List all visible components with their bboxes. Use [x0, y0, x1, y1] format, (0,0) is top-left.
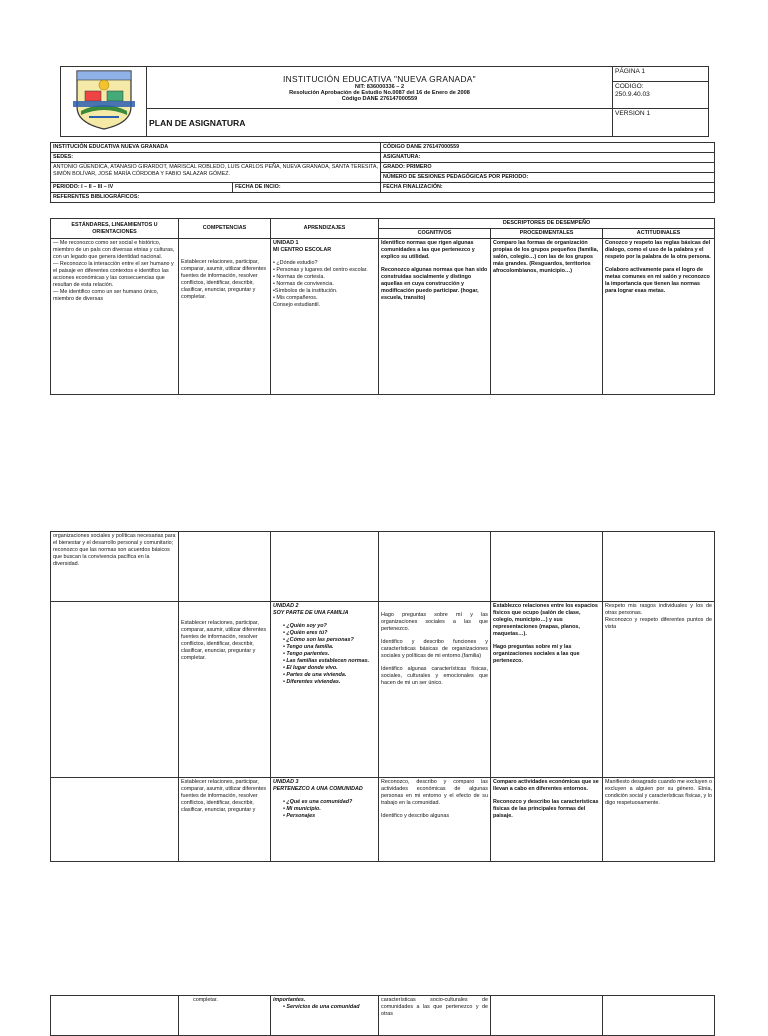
sesiones-field: NÚMERO DE SESIONES PEDAGÓGICAS POR PERIODO:	[381, 173, 715, 183]
list-item: • Las familias establecen normas.	[283, 658, 376, 665]
list-item: Consejo estudiantil.	[273, 302, 321, 309]
competencias-cell-4: Establecer relaciones, participar, comparar, asumir, utilizar diferentes fuentes de información, resolver conflictos, identificar, describir, clasificar, enunciar, preguntar y	[179, 778, 271, 862]
list-item: • Diferentes viviendas.	[283, 679, 376, 686]
aprendizajes-cell-1	[271, 239, 379, 395]
estandar-text: — Me identifico como un ser humano único, miembro de diversas	[53, 289, 159, 303]
list-item: • ¿Quién soy yo?	[283, 623, 376, 630]
code-label: CODIGO:	[615, 82, 644, 90]
header-estandares: ESTÁNDARES, LINEAMIENTOS U ORIENTACIONES	[51, 219, 179, 239]
unit-item-list	[273, 799, 376, 820]
header-competencias: COMPETENCIAS	[179, 219, 271, 239]
code-value: 250.9.40.03	[615, 90, 650, 98]
periodo-field: PERIODO: I – II – III – IV	[51, 183, 233, 193]
institution-name: INSTITUCIÓN EDUCATIVA "NUEVA GRANADA"	[283, 74, 476, 85]
competencias-cell-5: completar.	[179, 996, 271, 1036]
unit-item-list	[273, 623, 376, 686]
header-aprendizajes: APRENDIZAJES	[271, 219, 379, 239]
actitudinal-text: Respeto mis rasgos individuales y los de otras personas.	[605, 603, 712, 617]
list-item: importantes.	[273, 997, 306, 1003]
unit-title: UNIDAD 1	[273, 240, 299, 247]
unit-item-list	[273, 1004, 376, 1011]
list-item: • Tengo parientes.	[283, 651, 376, 658]
list-item: • ¿Dónde estudio?	[273, 260, 318, 267]
curriculum-table-page2	[50, 531, 715, 862]
procedimentales-cell-1: Comparo las formas de organización propias de los grupos pequeños (familia, salón, colegio…) con las de los grupos más grandes. (Resguardos, territorios afrocolombianos, municipio…)	[491, 239, 603, 395]
list-item: • Normas de convivencia.	[273, 281, 334, 288]
actitudinal-text: Colaboro activamente para el logro de metas comunes en mi salón y reconozco la importancia que tienen las normas para lograr esas metas.	[605, 267, 710, 295]
grado-field: GRADO: PRIMERO	[381, 163, 715, 173]
list-item: • Personas y lugares del centro escolar.	[273, 267, 368, 274]
empty-cell	[603, 532, 715, 602]
procedimental-text: Reconozco y describo las características físicas de las principales formas del paisaje.	[493, 799, 599, 820]
institution-field: INSTITUCIÓN EDUCATIVA NUEVA GRANADA	[51, 143, 381, 153]
dane-field: CÓDIGO DANE 276147000559	[381, 143, 715, 153]
empty-cell	[179, 532, 271, 602]
fecha-inicio-field: FECHA DE INCIO:	[233, 183, 381, 193]
info-table	[50, 142, 715, 203]
list-item: • Mi municipio.	[283, 806, 376, 813]
estandar-text: — Reconozco la interacción entre el ser humano y el paisaje en diferentes contextos e identifico las acciones económicas y las consecuencias que resultan de esta relación.	[53, 261, 174, 289]
estandar-text: — Me reconozco como ser social e histórico, miembro de un país con diversas etnias y culturas, con un legado que genera identidad nacional.	[53, 240, 175, 261]
dane-code: Código DANE 276147000559	[341, 96, 418, 103]
list-item: • Servicios de una comunidad	[283, 1004, 376, 1011]
cognitivo-text: Hago preguntas sobre mí y las organizaciones sociales a las que pertenezco.	[381, 612, 488, 633]
empty-cell	[491, 532, 603, 602]
aprendizajes-cell-3	[271, 602, 379, 778]
aprendizajes-cell-5	[271, 996, 379, 1036]
document-code-cell	[613, 81, 709, 109]
empty-cell	[379, 532, 491, 602]
curriculum-table-page3	[50, 995, 715, 1036]
actitudinales-cell-1	[603, 239, 715, 395]
page-number: PÁGINA 1	[613, 67, 709, 82]
estandares-cell-1	[51, 239, 179, 395]
actitudinales-cell-3	[603, 602, 715, 778]
sedes-list: ANTONIO GÜENDICA, ATANASIO GIRARDOT, MARISCAL ROBLEDO, LUIS CARLOS PEÑA, NUEVA GRANADA, SANTA TERESITA, SIMÓN BOLÍVAR, JOSÉ MARÍA CÓRDOBA Y FABIO SALAZAR GÓMEZ.	[51, 163, 381, 183]
logo-cell	[61, 67, 147, 137]
estandares-cell-2: organizaciones sociales y políticas necesarias para el bienestar y el desarrollo personal y comunitario; reconozco que las normas son acuerdos básicos que buscan la convivencia pacífica en la diversidad.	[51, 532, 179, 602]
cognitivo-text: Identifico normas que rigen algunas comunidades a las que pertenezco y explico su utilidad.	[381, 240, 475, 261]
curriculum-table-page1	[50, 218, 715, 395]
asignatura-field: ASIGNATURA:	[381, 153, 715, 163]
list-item: • Mis compañeros.	[273, 295, 318, 302]
resolution: Resolución Aprobación de Estudio No.0087 del 16 de Enero de 2008	[289, 90, 470, 97]
actitudinal-text: Reconozco y respeto diferentes puntos de vista	[605, 617, 712, 631]
header-cognitivos: COGNITIVOS	[379, 229, 491, 239]
list-item: • ¿Quién eres tú?	[283, 630, 376, 637]
sedes-label: SEDES:	[51, 153, 381, 163]
unit-name: PERTENEZCO A UNA COMUNIDAD	[273, 786, 363, 793]
cognitivo-text: Identifico y describo funciones y características básicas de organizaciones sociales y políticas de mi entorno.(familia)	[381, 639, 488, 660]
list-item: • Partes de una vivienda.	[283, 672, 376, 679]
empty-cell	[51, 996, 179, 1036]
actitudinales-cell-4: Manifiesto desagrado cuando me excluyen o excluyen a alguien por su género. Etnia, condición social y características físicas, y lo digo respetuosamente.	[603, 778, 715, 862]
list-item: • Personajes	[283, 813, 376, 820]
procedimentales-cell-3	[491, 602, 603, 778]
version: VERSION 1	[613, 109, 709, 137]
cognitivo-text: Identifico y describo algunas	[381, 813, 450, 820]
document-header	[60, 66, 709, 137]
list-item: • Normas de cortesía.	[273, 274, 325, 281]
unit-title: UNIDAD 3	[273, 779, 299, 785]
procedimental-text: Hago preguntas sobre mí y las organizaciones sociales a las que pertenezco.	[493, 644, 580, 665]
actitudinal-text: Conozco y respeto las reglas básicas del dialogo, como el uso de la palabra y el respeto por la palabra de la otra persona.	[605, 240, 711, 261]
cognitivos-cell-3	[379, 602, 491, 778]
cognitivo-text: Reconozco algunas normas que han sido construidas socialmente y distingo aquellas en cuya construcción y modificación puedo participar. (hogar, escuela, transito)	[381, 267, 488, 302]
list-item: • El lugar donde vivo.	[283, 665, 376, 672]
institution-title-cell	[147, 67, 613, 109]
empty-cell	[603, 996, 715, 1036]
aprendizajes-cell-4	[271, 778, 379, 862]
list-item: •Símbolos de la institución.	[273, 288, 338, 295]
plan-title: PLAN DE ASIGNATURA	[147, 109, 613, 137]
unit-name: MI CENTRO ESCOLAR	[273, 247, 332, 254]
competencias-cell-3: Establecer relaciones, participar, comparar, asumir, utilizar diferentes fuentes de información, resolver conflictos, identificar, describir, clasificar, enunciar, preguntar y completar.	[179, 602, 271, 778]
empty-cell	[271, 532, 379, 602]
empty-cell	[51, 602, 179, 778]
unit-name: SOY PARTE DE UNA FAMILIA	[273, 610, 349, 617]
header-descriptores: DESCRIPTORES DE DESEMPEÑO	[379, 219, 715, 229]
cognitivo-text: Identifico algunas características físicas, sociales, culturales y emocionales que hacen de mi un ser único.	[381, 666, 488, 687]
cognitivos-cell-5: características socio-culturales de comunidades a las que pertenezco y de otras	[379, 996, 491, 1036]
procedimental-text: Comparo actividades económicas que se llevan a cabo en diferentes entornos.	[493, 779, 599, 793]
cognitivos-cell-4	[379, 778, 491, 862]
unit-title: UNIDAD 2	[273, 603, 299, 609]
school-crest-logo	[73, 67, 135, 131]
procedimentales-cell-4	[491, 778, 603, 862]
nit: NIT: 836000336 – 2	[354, 84, 405, 91]
header-procedimentales: PROCEDIMENTALES	[491, 229, 603, 239]
list-item: • ¿Qué es una comunidad?	[283, 799, 376, 806]
header-actitudinales: ACTITUDINALES	[603, 229, 715, 239]
list-item: • ¿Cómo son las personas?	[283, 637, 376, 644]
referentes-field: REFERENTES BIBLIOGRÁFICOS:	[51, 193, 715, 203]
empty-cell	[51, 778, 179, 862]
list-item: • Tengo una familia.	[283, 644, 376, 651]
fecha-fin-field: FECHA FINALIZACIÓN:	[381, 183, 715, 193]
procedimental-text: Establezco relaciones entre los espacios físicos que ocupo (salón de clase, colegio, municipio…) y sus representaciones (mapas, planos, maquetas…).	[493, 603, 598, 638]
cognitivo-text: Reconozco, describo y comparo las actividades económicas de algunas personas en mi entorno y el efecto de su trabajo en la comunidad.	[381, 779, 488, 807]
cognitivos-cell-1	[379, 239, 491, 395]
empty-cell	[491, 996, 603, 1036]
competencias-cell-1: Establecer relaciones, participar, comparar, asumir, utilizar diferentes fuentes de información, resolver conflictos, identificar, describir, clasificar, enunciar, preguntar y completar.	[179, 239, 271, 395]
